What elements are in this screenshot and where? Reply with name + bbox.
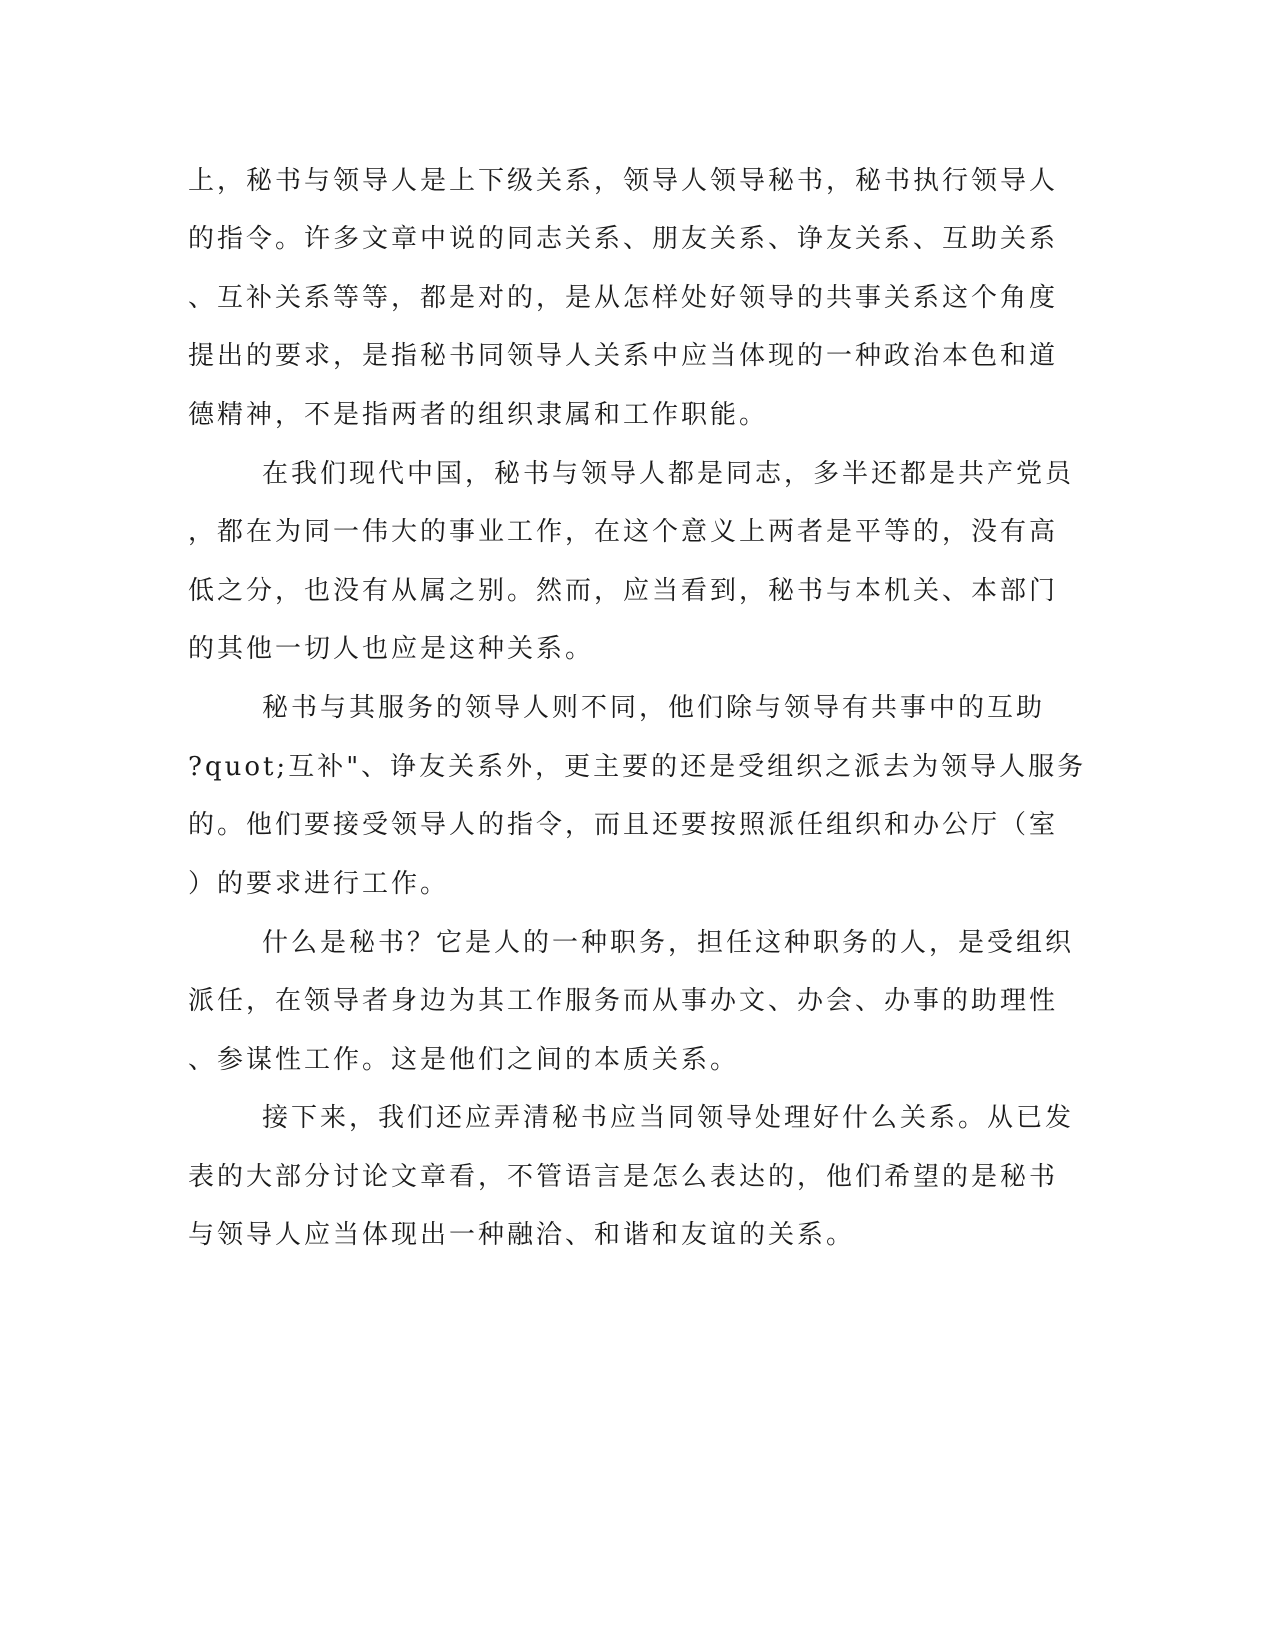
text-line: 什么是秘书？它是人的一种职务，担任这种职务的人，是受组织 — [262, 928, 1075, 958]
text-line: 表的大部分讨论文章看，不管语言是怎么表达的，他们希望的是秘书 — [188, 1162, 1059, 1192]
text-line: 低之分，也没有从属之别。然而，应当看到，秘书与本机关、本部门 — [188, 576, 1059, 606]
text-line: 、参谋性工作。这是他们之间的本质关系。 — [188, 1045, 740, 1075]
text-line: 德精神，不是指两者的组织隶属和工作职能。 — [188, 400, 769, 430]
text-line: 派任，在领导者身边为其工作服务而从事办文、办会、办事的助理性 — [188, 986, 1059, 1016]
text-line: 的。他们要接受领导人的指令，而且还要按照派任组织和办公厅（室 — [188, 810, 1059, 840]
text-line: 在我们现代中国，秘书与领导人都是同志，多半还都是共产党员 — [262, 459, 1075, 489]
text-line: 接下来，我们还应弄清秘书应当同领导处理好什么关系。从已发 — [262, 1103, 1075, 1133]
text-line: 秘书与其服务的领导人则不同，他们除与领导有共事中的互助 — [262, 693, 1046, 723]
text-line: ）的要求进行工作。 — [188, 869, 450, 899]
text-line: 与领导人应当体现出一种融洽、和谐和友谊的关系。 — [188, 1220, 856, 1250]
text-line: ，都在为同一伟大的事业工作，在这个意义上两者是平等的，没有高 — [188, 517, 1059, 547]
text-line: ?quot;互补"、诤友关系外，更主要的还是受组织之派去为领导人服务 — [188, 752, 1087, 782]
text-line: 提出的要求，是指秘书同领导人关系中应当体现的一种政治本色和道 — [188, 341, 1059, 371]
text-line: 的指令。许多文章中说的同志关系、朋友关系、诤友关系、互助关系 — [188, 224, 1059, 254]
text-line: 、互补关系等等，都是对的，是从怎样处好领导的共事关系这个角度 — [188, 283, 1059, 313]
text-line: 的其他一切人也应是这种关系。 — [188, 634, 595, 664]
text-line: 上，秘书与领导人是上下级关系，领导人领导秘书，秘书执行领导人 — [188, 166, 1059, 196]
